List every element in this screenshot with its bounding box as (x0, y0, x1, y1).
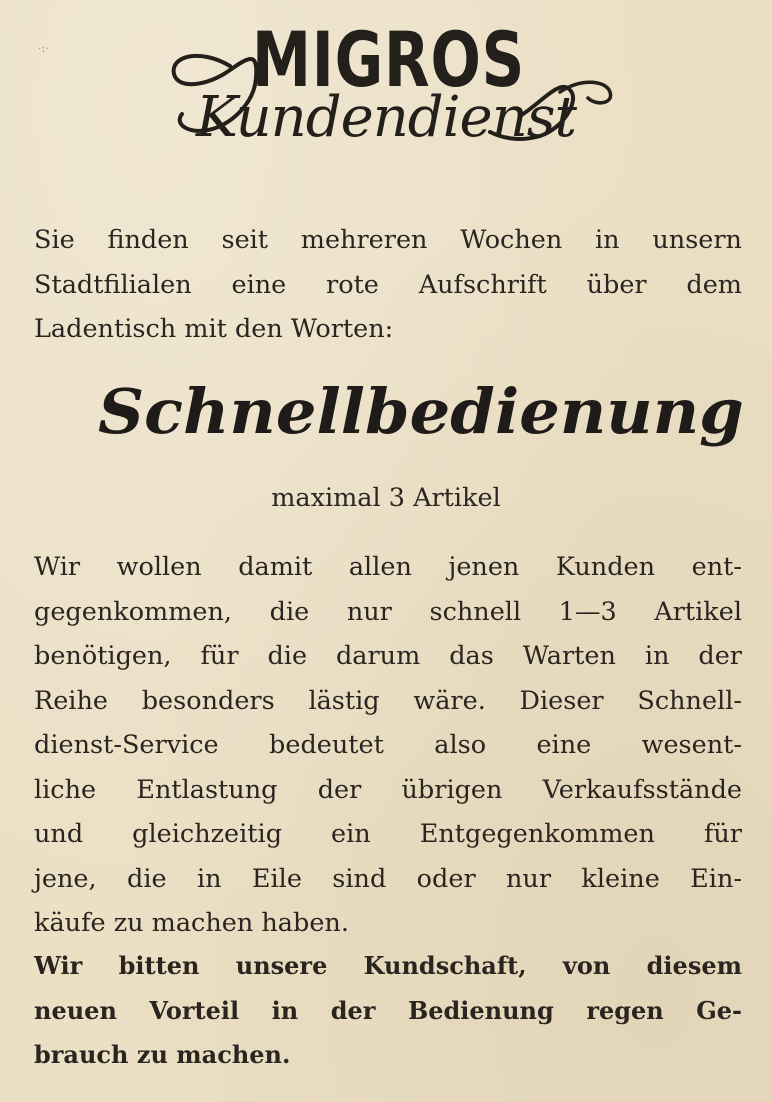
closing-paragraph (34, 944, 742, 1078)
text-line: Wir bitten unsere Kundschaft, von diesem (34, 951, 742, 980)
text-line: brauch zu machen. (34, 1040, 291, 1069)
migros-kundendienst-logo (160, 8, 620, 158)
headline: Schnellbedienung (98, 375, 744, 448)
text-line: jene, die in Eile sind oder nur kleine Ein- (34, 863, 742, 894)
text-line: Ladentisch mit den Worten: (34, 314, 394, 344)
text-line: benötigen, für die darum das Warten in der (34, 641, 742, 671)
text-line: Wir wollen damit allen jenen Kunden ent- (34, 552, 742, 582)
brand-script-subtitle: Kundendienst (196, 85, 576, 150)
intro-paragraph (34, 218, 742, 352)
text-line: und gleichzeitig ein Entgegenkommen für (34, 819, 742, 849)
brand-wordmark: MIGROS (252, 15, 526, 104)
text-line: Stadtfilialen eine rote Aufschrift über dem (34, 269, 742, 300)
text-line: Reihe besonders lästig wäre. Dieser Schnell- (34, 685, 742, 716)
subheadline: maximal 3 Artikel (271, 483, 501, 513)
text-line: Sie finden seit mehreren Wochen in unsern (34, 225, 742, 255)
text-line: liche Entlastung der übrigen Verkaufsstände (34, 774, 742, 805)
text-line: neuen Vorteil in der Bedienung regen Ge- (34, 995, 742, 1025)
text-line: gegenkommen, die nur schnell 1—3 Artikel (34, 596, 742, 627)
text-line: käufe zu machen haben. (34, 908, 349, 938)
body-paragraph (34, 545, 742, 946)
print-mark: ·:· (38, 42, 49, 55)
text-line: dienst-Service bedeutet also eine wesent- (34, 730, 742, 760)
